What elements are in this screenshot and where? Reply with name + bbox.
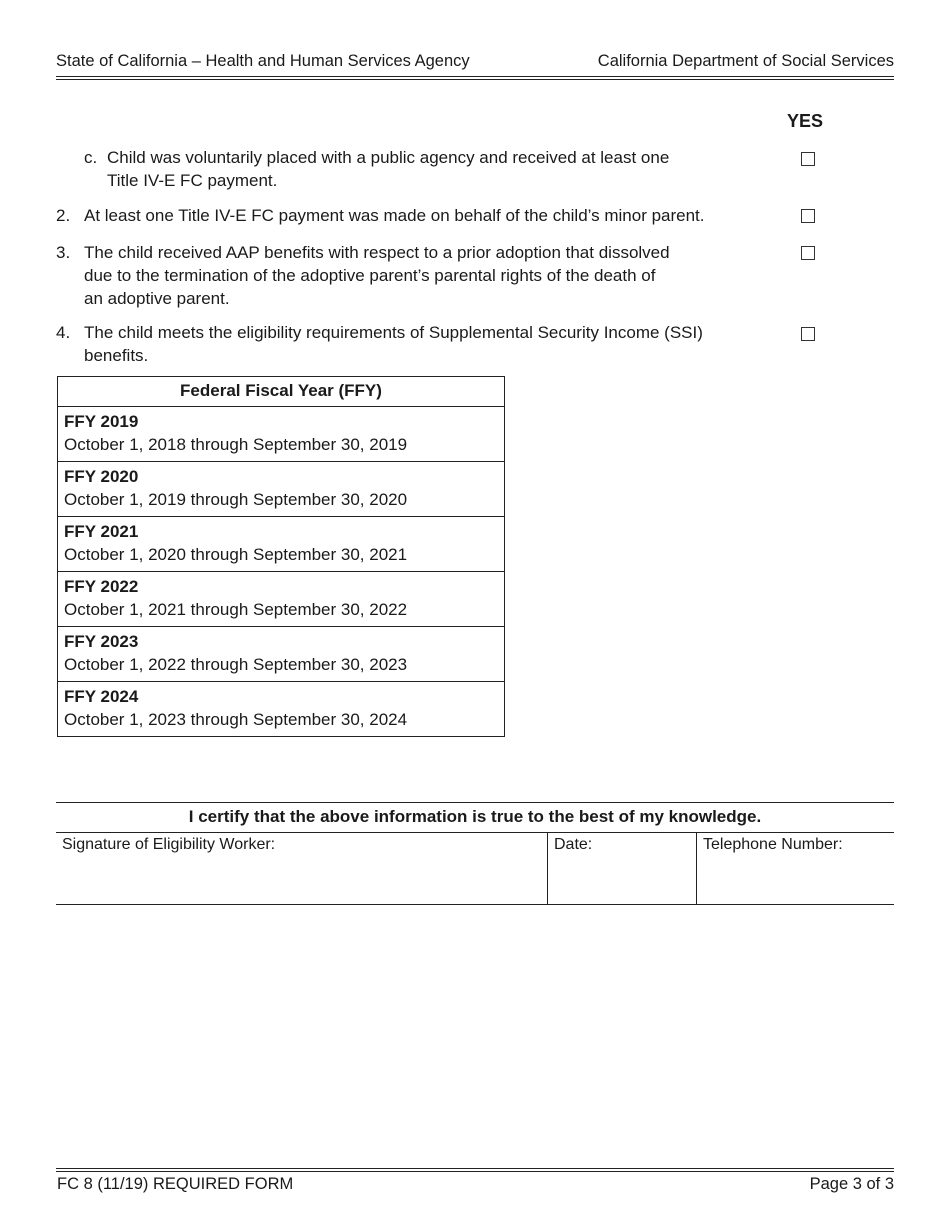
ffy-row <box>58 682 505 737</box>
ffy-table <box>57 376 505 737</box>
date-field[interactable] <box>548 833 697 905</box>
item-text <box>107 146 669 192</box>
ffy-row <box>58 517 505 572</box>
ffy-year: FFY 2023 <box>64 632 139 651</box>
signature-field[interactable] <box>56 833 548 905</box>
yes-checkbox-item-3[interactable] <box>801 246 815 260</box>
question-item-4 <box>56 321 776 367</box>
ffy-year: FFY 2024 <box>64 687 139 706</box>
ffy-range: October 1, 2022 through September 30, 2023 <box>64 655 408 674</box>
question-item-c <box>84 146 774 192</box>
signature-label: Signature of Eligibility Worker: <box>62 836 276 853</box>
item-line: The child received AAP benefits with respect to a prior adoption that dissolved <box>84 243 670 262</box>
page-header <box>56 52 894 71</box>
item-text <box>84 241 670 310</box>
item-line: Child was voluntarily placed with a public agency and received at least one <box>107 148 670 167</box>
ffy-year: FFY 2020 <box>64 467 139 486</box>
agency-name: State of California – Health and Human Services Agency <box>56 52 470 70</box>
item-line: The child meets the eligibility requirements of Supplemental Security Income (SSI) <box>84 323 703 342</box>
ffy-row <box>58 627 505 682</box>
ffy-range: October 1, 2023 through September 30, 2024 <box>64 710 408 729</box>
question-item-2 <box>56 204 776 227</box>
page-number: Page 3 of 3 <box>809 1175 894 1193</box>
yes-checkbox-item-c[interactable] <box>801 152 815 166</box>
item-line: Title IV-E FC payment. <box>107 171 278 190</box>
ffy-row <box>58 572 505 627</box>
ffy-year: FFY 2021 <box>64 522 139 541</box>
yes-checkbox-item-4[interactable] <box>801 327 815 341</box>
item-number: 2. <box>56 206 71 225</box>
item-text <box>84 204 705 227</box>
telephone-label: Telephone Number: <box>703 836 843 853</box>
certification-statement: I certify that the above information is true to the best of my knowledge. <box>56 803 894 833</box>
item-text <box>84 321 703 367</box>
ffy-row <box>58 462 505 517</box>
form-id: FC 8 (11/19) REQUIRED FORM <box>57 1175 294 1193</box>
item-number: 3. <box>56 243 71 262</box>
certification-block <box>56 802 894 905</box>
question-item-3 <box>56 241 776 310</box>
page-footer <box>57 1175 894 1194</box>
yes-checkbox-item-2[interactable] <box>801 209 815 223</box>
item-line: At least one Title IV-E FC payment was made on behalf of the child’s minor parent. <box>84 206 705 225</box>
ffy-row <box>58 407 505 462</box>
ffy-range: October 1, 2020 through September 30, 2021 <box>64 545 408 564</box>
item-line: an adoptive parent. <box>84 289 230 308</box>
ffy-year: FFY 2022 <box>64 577 139 596</box>
ffy-range: October 1, 2019 through September 30, 2020 <box>64 490 408 509</box>
footer-divider <box>56 1168 894 1172</box>
ffy-table-header: Federal Fiscal Year (FFY) <box>58 377 505 407</box>
item-number: 4. <box>56 323 71 342</box>
yes-column-header: YES <box>787 111 824 131</box>
ffy-year: FFY 2019 <box>64 412 139 431</box>
ffy-range: October 1, 2021 through September 30, 2022 <box>64 600 408 619</box>
item-number: c. <box>84 148 98 167</box>
item-line: due to the termination of the adoptive parent’s parental rights of the death of <box>84 266 656 285</box>
ffy-range: October 1, 2018 through September 30, 2019 <box>64 435 408 454</box>
date-label: Date: <box>554 836 593 853</box>
header-divider <box>56 76 894 80</box>
item-line: benefits. <box>84 346 149 365</box>
department-name: California Department of Social Services <box>597 52 894 70</box>
telephone-field[interactable] <box>697 833 895 905</box>
